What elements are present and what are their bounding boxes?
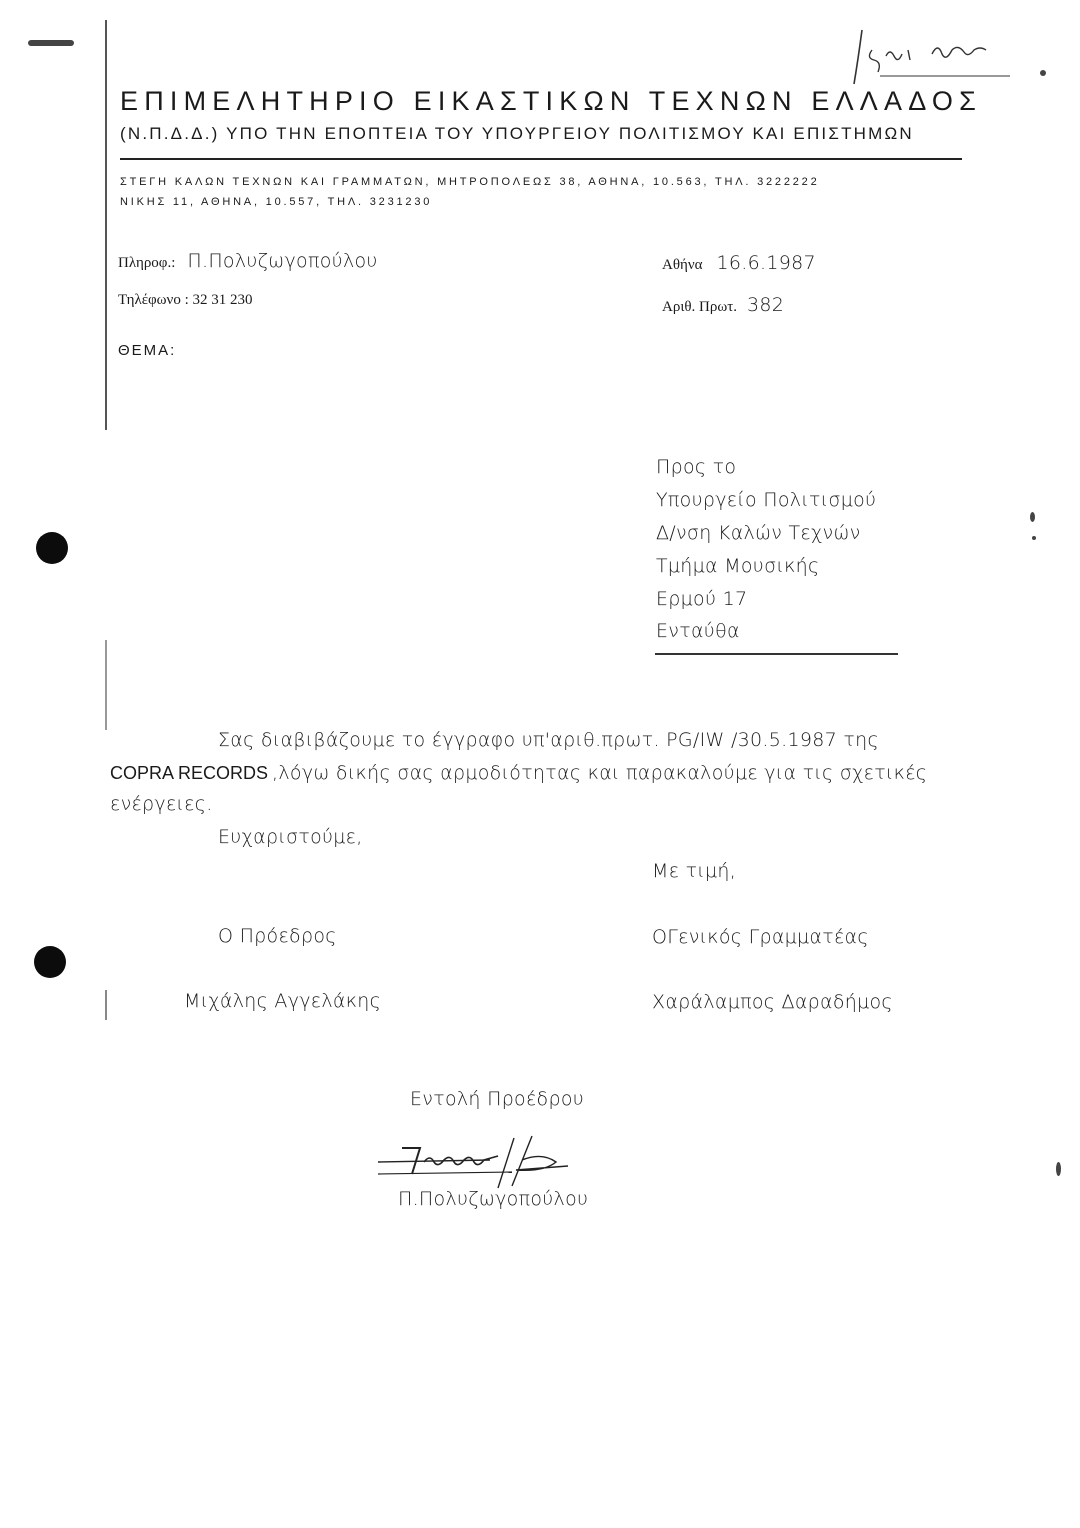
secretary-name: Χαράλαμπος Δαραδήμος bbox=[652, 991, 893, 1013]
secretary-title: ΟΓενικός Γραμματέας bbox=[652, 926, 869, 948]
recipient-underline bbox=[655, 653, 898, 655]
city-label: Αθήνα bbox=[662, 257, 703, 273]
signature-icon bbox=[372, 1132, 582, 1192]
address-line-2: ΝΙΚΗΣ 11, ΑΘΗΝΑ, 10.557, ΤΗΛ. 3231230 bbox=[120, 196, 433, 208]
subject-label: ΘΕΜΑ: bbox=[118, 342, 177, 359]
thanks-text: Ευχαριστούμε, bbox=[218, 826, 363, 848]
body-line-1: Σας διαβιβάζουμε το έγγραφο υπ'αριθ.πρωτ. PG/IW /30.5.1987 της bbox=[218, 729, 879, 751]
scan-speck bbox=[1040, 70, 1046, 76]
protocol-row bbox=[662, 294, 784, 316]
scan-speck bbox=[28, 40, 74, 46]
signer-name: Π.Πολυζωγοπούλου bbox=[398, 1188, 589, 1210]
scan-speck bbox=[1030, 512, 1035, 522]
organization-status: (Ν.Π.Δ.Δ.) ΥΠΟ ΤΗΝ ΕΠΟΠΤΕΙΑ ΤΟΥ ΥΠΟΥΡΓΕΙΟΥ ΠΟΛΙΤΙΣΜΟΥ ΚΑΙ ΕΠΙΣΤΗΜΩΝ bbox=[120, 124, 914, 143]
protocol-number: 382 bbox=[747, 294, 785, 316]
margin-line bbox=[105, 640, 107, 730]
date-row bbox=[662, 252, 816, 274]
recipient-line: Ενταύθα bbox=[656, 620, 740, 642]
body-line-2-text: ,λόγω δικής σας αρμοδιότητας και παρακαλούμε για τις σχετικές bbox=[272, 762, 928, 784]
info-value: Π.Πολυζωγοπούλου bbox=[187, 250, 378, 272]
margin-line bbox=[105, 990, 107, 1020]
margin-line bbox=[105, 20, 107, 430]
body-line-3: ενέργειες. bbox=[110, 793, 213, 815]
binder-hole bbox=[34, 946, 66, 978]
president-title: Ο Πρόεδρος bbox=[218, 925, 337, 947]
info-row bbox=[118, 250, 378, 272]
scan-speck bbox=[1056, 1162, 1061, 1176]
binder-hole bbox=[36, 532, 68, 564]
closing-text: Με τιμή, bbox=[652, 860, 737, 882]
recipient-line: Ερμού 17 bbox=[656, 588, 748, 610]
body-line-2 bbox=[110, 762, 927, 784]
info-label: Πληροφ.: bbox=[118, 255, 176, 271]
scan-speck bbox=[1032, 536, 1036, 540]
protocol-label: Αριθ. Πρωτ. bbox=[662, 299, 738, 315]
organization-name: ΕΠΙΜΕΛΗΤΗΡΙΟ ΕΙΚΑΣΤΙΚΩΝ ΤΕΧΝΩΝ ΕΛΛΑΔΟΣ bbox=[120, 86, 983, 116]
header-rule bbox=[120, 158, 962, 160]
president-name: Μιχάλης Αγγελάκης bbox=[184, 990, 382, 1012]
order-label: Εντολή Προέδρου bbox=[410, 1088, 585, 1110]
company-name: COPRA RECORDS bbox=[110, 763, 269, 783]
phone-label: Τηλέφωνο : 32 31 230 bbox=[118, 292, 253, 308]
recipient-line: Τμήμα Μουσικής bbox=[656, 555, 820, 577]
address-line-1: ΣΤΕΓΗ ΚΑΛΩΝ ΤΕΧΝΩΝ ΚΑΙ ΓΡΑΜΜΑΤΩΝ, ΜΗΤΡΟΠΟΛΕΩΣ 38, ΑΘΗΝΑ, 10.563, ΤΗΛ. 3222222 bbox=[120, 176, 820, 188]
recipient-line: Υπουργείο Πολιτισμού bbox=[656, 489, 877, 511]
recipient-line: Προς το bbox=[656, 456, 737, 478]
recipient-line: Δ/νση Καλών Τεχνών bbox=[656, 522, 861, 544]
letter-date: 16.6.1987 bbox=[716, 252, 816, 274]
